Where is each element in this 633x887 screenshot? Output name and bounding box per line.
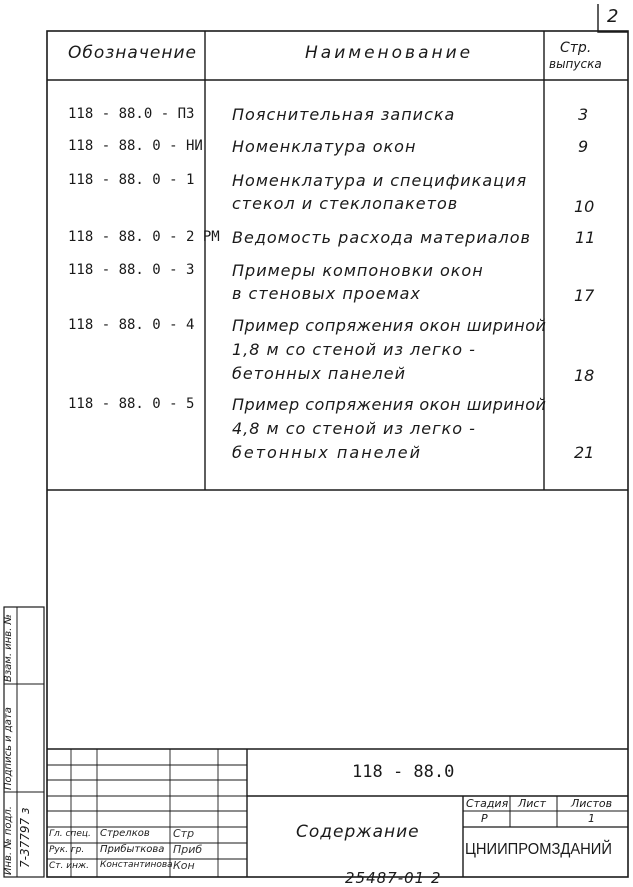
row-name-line: Номенклатура и спецификация (232, 171, 528, 190)
stamp-inv-number: 7-37797 з (18, 807, 32, 868)
row-name-line: Ведомость расхода материалов (232, 228, 531, 247)
row-page: 17 (574, 286, 595, 305)
row-designation: 118 - 88.0 - ПЗ (68, 106, 195, 122)
row-name-line: бетонных панелей (232, 364, 406, 383)
row-designation: 118 - 88. 0 - 1 (68, 172, 195, 188)
stage-label: Стадия (466, 797, 509, 810)
row-designation: 118 - 88. 0 - 2 РМ (68, 229, 220, 245)
person-role: Гл. спец. (49, 829, 91, 839)
person-name: Стрелков (100, 828, 150, 839)
row-designation: 118 - 88. 0 - НИ (68, 138, 203, 154)
person-signature: Приб (173, 843, 203, 856)
footer-code: 25487-01 2 (345, 869, 442, 887)
person-name: Прибыткова (100, 844, 165, 855)
row-designation: 118 - 88. 0 - 4 (68, 317, 195, 333)
organization: ЦНИИПРОМЗДАНИЙ (465, 841, 612, 858)
row-designation: 118 - 88. 0 - 5 (68, 396, 195, 412)
sheets-value: 1 (588, 812, 595, 825)
sheet-number: 2 (607, 6, 619, 27)
row-page: 9 (578, 137, 589, 156)
row-name-line: Пример сопряжения окон шириной (232, 395, 547, 414)
sheet-label: Лист (518, 797, 546, 810)
stage-value: Р (481, 812, 488, 825)
row-name-line: 4,8 м со стеной из легко - (232, 419, 476, 438)
row-page: 10 (574, 197, 595, 216)
person-name: Константинова (100, 860, 173, 870)
row-name-line: 1,8 м со стеной из легко - (232, 340, 476, 359)
row-name-line: в стеновых проемах (232, 284, 421, 303)
person-signature: Кон (173, 859, 195, 872)
row-page: 11 (575, 228, 596, 247)
row-name-line: Примеры компоновки окон (232, 261, 484, 280)
header-name: Наименование (305, 43, 474, 63)
row-page: 18 (574, 366, 595, 385)
row-name-line: Номенклатура окон (232, 137, 417, 156)
stamp-inv-podl: Инв. № подл. (3, 806, 14, 875)
person-role: Рук. гр. (49, 845, 85, 855)
row-page: 3 (578, 105, 589, 124)
row-designation: 118 - 88. 0 - 3 (68, 262, 195, 278)
stamp-vzam-inv: Взам. инв. № (3, 614, 14, 682)
person-role: Ст. инж. (49, 861, 89, 871)
header-page-line1: Стр. (560, 40, 592, 56)
stamp-podpis-data: Подпись и дата (3, 707, 14, 790)
row-name-line: Пояснительная записка (232, 105, 456, 124)
row-name-line: Пример сопряжения окон шириной (232, 316, 547, 335)
sheets-label: Листов (571, 797, 613, 810)
row-name-line: бетонных панелей (232, 443, 422, 462)
row-name-line: стекол и стеклопакетов (232, 194, 459, 213)
person-signature: Стр (173, 827, 195, 840)
header-designation: Обозначение (68, 43, 197, 63)
header-page-line2: выпуска (549, 57, 602, 71)
doc-code: 118 - 88.0 (352, 762, 455, 782)
row-page: 21 (574, 443, 595, 462)
doc-title: Содержание (296, 822, 420, 842)
